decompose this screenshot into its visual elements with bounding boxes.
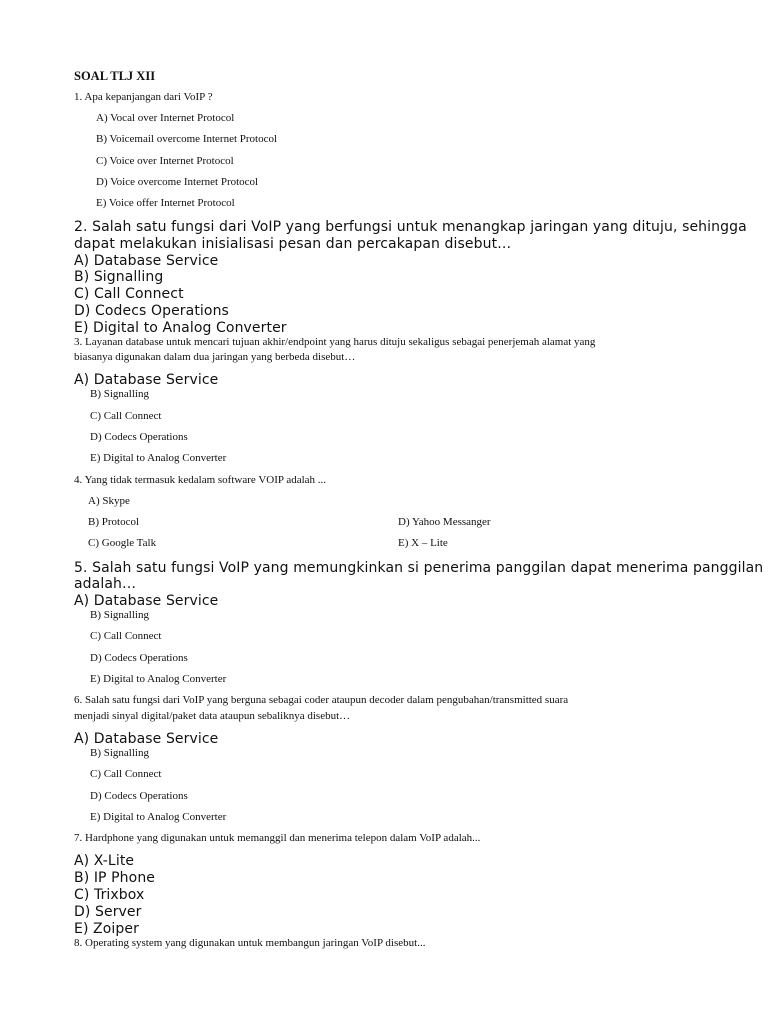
q7-option-e: E) Zoiper [74, 921, 139, 937]
q6-option-c: C) Call Connect [90, 768, 162, 780]
q3-option-d: D) Codecs Operations [90, 431, 188, 443]
q7-option-c: C) Trixbox [74, 887, 145, 903]
q6-option-a: A) Database Service [74, 731, 219, 747]
q1-option-d: D) Voice overcome Internet Protocol [96, 176, 259, 188]
question-4-text: 4. Yang tidak termasuk kedalam software VOIP adalah ... [74, 474, 327, 486]
q1-option-b: B) Voicemail overcome Internet Protocol [96, 133, 278, 145]
q2-option-d: D) Codecs Operations [74, 303, 229, 319]
question-6-text-line2: menjadi sinyal digital/paket data ataupun sebaliknya disebut… [74, 710, 351, 722]
q3-option-b: B) Signalling [90, 388, 149, 400]
q2-option-e: E) Digital to Analog Converter [74, 320, 287, 336]
q4-option-a: A) Skype [88, 495, 130, 507]
q3-option-c: C) Call Connect [90, 410, 162, 422]
q1-option-e: E) Voice offer Internet Protocol [96, 197, 235, 209]
q7-option-d: D) Server [74, 904, 142, 920]
question-5-text-line2: adalah… [74, 576, 137, 592]
q4-option-c: C) Google Talk [88, 537, 157, 549]
q6-option-e: E) Digital to Analog Converter [90, 811, 227, 823]
question-1-text: 1. Apa kepanjangan dari VoIP ? [74, 91, 213, 103]
q2-option-a: A) Database Service [74, 253, 219, 269]
q7-option-a: A) X-Lite [74, 853, 135, 869]
q4-option-d: D) Yahoo Messanger [398, 516, 491, 528]
question-3-text-line2: biasanya digunakan dalam dua jaringan yang berbeda disebut… [74, 351, 356, 363]
question-3-text-line1: 3. Layanan database untuk mencari tujuan akhir/endpoint yang harus dituju sekaligus sebagai penerjemah alamat yang [74, 336, 596, 348]
q5-option-c: C) Call Connect [90, 630, 162, 642]
q6-option-b: B) Signalling [90, 747, 149, 759]
question-6-text-line1: 6. Salah satu fungsi dari VoIP yang berguna sebagai coder ataupun decoder dalam pengubahan/transmitted suara [74, 694, 569, 706]
q2-option-b: B) Signalling [74, 269, 164, 285]
q1-option-c: C) Voice over Internet Protocol [96, 155, 234, 167]
document-title: SOAL TLJ XII [74, 69, 156, 83]
q5-option-e: E) Digital to Analog Converter [90, 673, 227, 685]
q4-option-b: B) Protocol [88, 516, 140, 528]
question-7-text: 7. Hardphone yang digunakan untuk memanggil dan menerima telepon dalam VoIP adalah... [74, 832, 481, 844]
q5-option-b: B) Signalling [90, 609, 149, 621]
q3-option-a: A) Database Service [74, 372, 219, 388]
q6-option-d: D) Codecs Operations [90, 790, 188, 802]
q3-option-e: E) Digital to Analog Converter [90, 452, 227, 464]
q1-option-a: A) Vocal over Internet Protocol [96, 112, 235, 124]
q7-option-b: B) IP Phone [74, 870, 156, 886]
q5-option-d: D) Codecs Operations [90, 652, 188, 664]
question-2-text-line2: dapat melakukan inisialisasi pesan dan percakapan disebut… [74, 236, 512, 252]
question-5-text-line1: 5. Salah satu fungsi VoIP yang memungkinkan si penerima panggilan dapat menerima panggilan [74, 560, 764, 576]
question-2-text-line1: 2. Salah satu fungsi dari VoIP yang berfungsi untuk menangkap jaringan yang dituju, sehingga [74, 219, 747, 235]
question-8-text: 8. Operating system yang digunakan untuk membangun jaringan VoIP disebut... [74, 937, 426, 949]
q2-option-c: C) Call Connect [74, 286, 184, 302]
q4-option-e: E) X – Lite [398, 537, 448, 549]
q5-option-a: A) Database Service [74, 593, 219, 609]
